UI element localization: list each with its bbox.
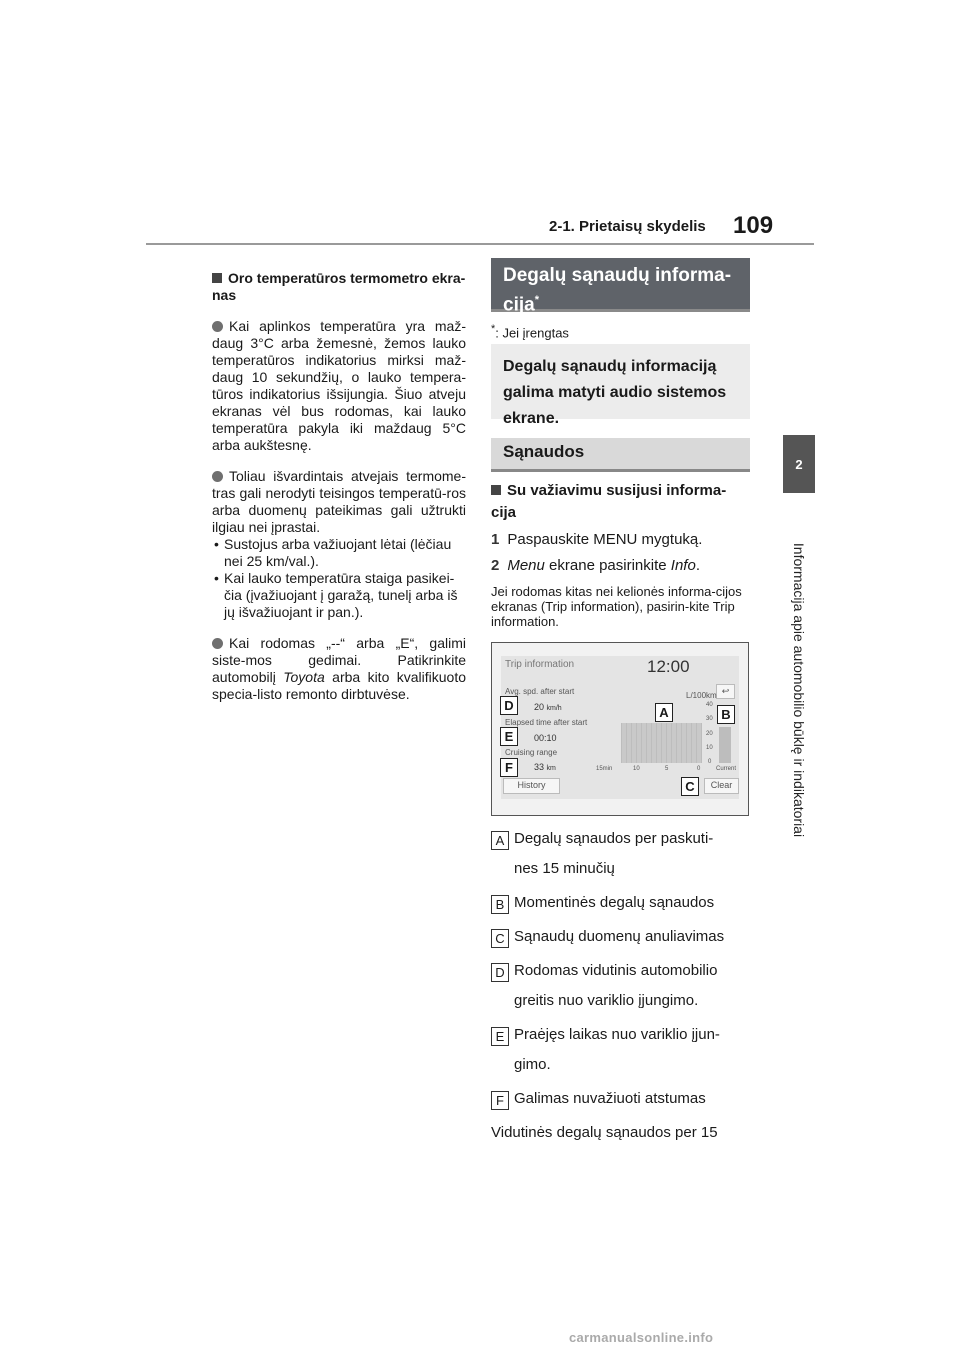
square-bullet-icon: [491, 485, 501, 495]
round-bullet-icon: [212, 321, 223, 332]
screen-title: Trip information: [505, 659, 575, 670]
y-tick: 30: [706, 716, 713, 722]
avg-speed-label: Avg. spd. after start: [505, 687, 575, 696]
avg-speed-value: 20 km/h: [534, 702, 562, 712]
elapsed-time-value: 00:10: [534, 733, 557, 743]
x-tick: 15min: [596, 766, 613, 772]
page-number: 109: [733, 212, 774, 239]
fuel-info-title: Degalų sąnaudų informa-cija*: [491, 258, 750, 312]
legend-item-e: E Praėjęs laikas nuo variklio įjun- gimo.: [491, 1020, 750, 1080]
thermometer-heading: Oro temperatūros termometro ekra-nas: [212, 270, 466, 303]
cruising-range-value: 33 km: [534, 762, 556, 772]
step-2: 2 Menu ekrane pasirinkite Info.: [491, 557, 700, 574]
list-item: • Sustojus arba važiuojant lėtai (lėčiau nei 25 km/val.).: [212, 536, 466, 570]
legend-list: [491, 824, 750, 1148]
consumption-history-bars: [621, 723, 702, 763]
y-tick: 10: [706, 745, 713, 751]
legend-item-b: B Momentinės degalų sąnaudos: [491, 888, 750, 918]
current-consumption-bar: [719, 727, 731, 763]
header-divider: [146, 243, 814, 245]
elapsed-time-label: Elapsed time after start: [505, 718, 588, 727]
consumption-unit: L/100km: [686, 691, 717, 700]
y-tick: 0: [708, 759, 712, 765]
y-tick: 20: [706, 731, 713, 737]
callout-c: C: [681, 777, 699, 796]
list-item: • Kai lauko temperatūra staiga pasikei-čia (įvažiuojant į garažą, tunelį arba iš jų išvažiuojant ir pan.).: [212, 570, 466, 621]
footnote: *: Jei įrengtas: [491, 323, 569, 341]
callout-e: E: [500, 727, 518, 746]
square-bullet-icon: [212, 273, 222, 283]
step-1: 1 Paspauskite MENU mygtuką.: [491, 531, 703, 548]
footer-watermark: carmanualsonline.info: [569, 1330, 714, 1345]
cruising-range-label: Cruising range: [505, 748, 558, 757]
y-tick: 40: [706, 702, 713, 708]
paragraph-malfunction: Kai rodomas „--“ arba „E“, galimi siste-mos gedimai. Patikrinkite automobilį Toyota arba kito kvalifikuoto specia-listo remonto dirbtuvėse.: [212, 635, 467, 702]
intro-box: Degalų sąnaudų informaciją galima matyti audio sistemos ekrane.: [491, 344, 750, 419]
callout-d: D: [500, 696, 518, 715]
paragraph-low-temp: Kai aplinkos temperatūra yra maž-daug 3°C arba žemesnė, žemos lauko temperatūros indikatorius mirksi maž-daug 10 sekundžių, o lauko tempera-tūros indikatorius išsijungia. Šiuo atveju ekranas vėl bus rodomas, kai lauko temperatūra pakyla iki maždaug 5°C arba aukštesnę.: [212, 318, 466, 453]
clear-button[interactable]: Clear: [704, 778, 739, 794]
chapter-tab-title: Informacija apie automobilio būklę ir indikatoriai: [791, 542, 807, 838]
x-tick: 5: [665, 766, 669, 772]
legend-item-c: C Sąnaudų duomenų anuliavimas: [491, 922, 750, 952]
callout-a: A: [655, 703, 673, 722]
chapter-tab-number: 2: [783, 435, 815, 493]
trip-info-note: Jei rodomas kitas nei kelionės informa-cijos ekranas (Trip information), pasirin-kite Trip information.: [491, 584, 742, 629]
left-column: [212, 270, 466, 709]
return-arrow-icon[interactable]: ↩: [716, 684, 735, 699]
x-tick: 0: [697, 766, 701, 772]
section-title: 2-1. Prietaisų skydelis: [549, 218, 706, 235]
legend-item-a: A Degalų sąnaudos per paskuti- nes 15 minučių: [491, 824, 750, 884]
round-bullet-icon: [212, 638, 223, 649]
legend-item-f: F Galimas nuvažiuoti atstumas: [491, 1084, 750, 1114]
legend-item-d: D Rodomas vidutinis automobilio greitis nuo variklio įjungimo.: [491, 956, 750, 1016]
screen-clock: 12:00: [647, 657, 690, 676]
x-tick: Current: [716, 766, 737, 772]
round-bullet-icon: [212, 471, 223, 482]
driving-info-heading: Su važiavimu susijusi informa-cija: [491, 482, 727, 521]
trailing-text: Vidutinės degalų sąnaudos per 15: [491, 1124, 718, 1141]
history-button[interactable]: History: [503, 778, 560, 794]
brand-name: Toyota: [283, 669, 325, 685]
paragraph-incorrect-temp: Toliau išvardintais atvejais termome-tras gali nerodyti teisingos temperatū-ros arba duomenų pateikimas gali užtrukti ilgiau nei įprastai.: [212, 468, 466, 535]
x-tick: 10: [633, 766, 640, 772]
consumption-section-header: Sąnaudos: [491, 438, 750, 472]
callout-f: F: [500, 758, 518, 777]
callout-b: B: [717, 705, 735, 724]
